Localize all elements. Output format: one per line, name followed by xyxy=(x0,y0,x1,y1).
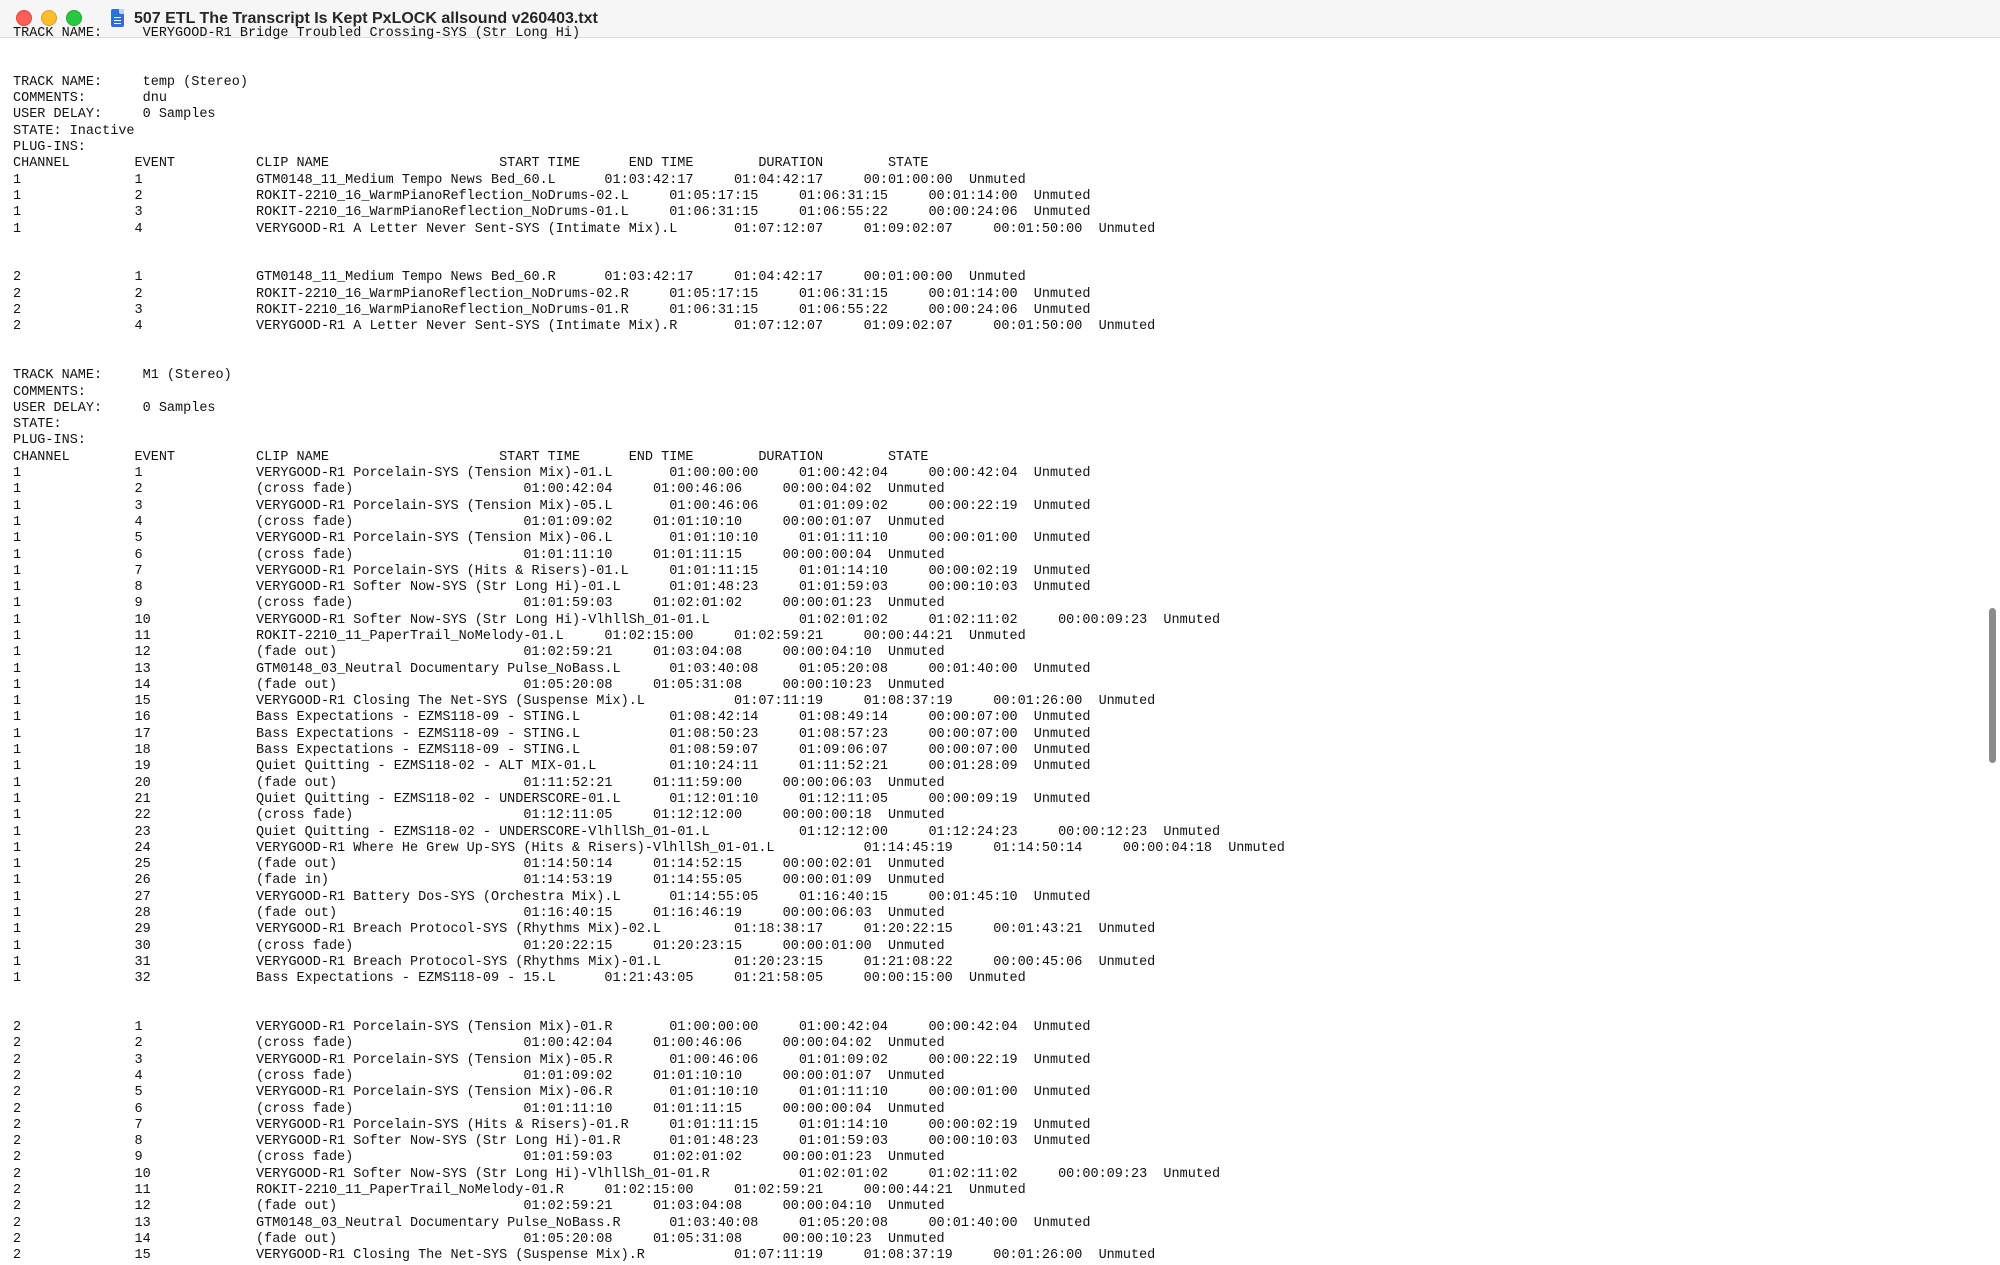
text-line: 2 15 VERYGOOD-R1 Closing The Net-SYS (Suspense Mix).R 01:07:11:19 01:08:37:19 00:01:26:00 Unmuted xyxy=(13,1248,1156,1264)
text-line: 1 18 Bass Expectations - EZMS118-09 - STING.L 01:08:59:07 01:09:06:07 00:00:07:00 Unmuted xyxy=(13,743,1091,759)
text-line: CHANNEL EVENT CLIP NAME START TIME END TIME DURATION STATE xyxy=(13,449,929,465)
text-line: 1 12 (fade out) 01:02:59:21 01:03:04:08 00:00:04:10 Unmuted xyxy=(13,645,945,661)
text-line: 1 30 (cross fade) 01:20:22:15 01:20:23:15 00:00:01:00 Unmuted xyxy=(13,938,945,954)
text-line: 1 11 ROKIT-2210_11_PaperTrail_NoMelody-01.L 01:02:15:00 01:02:59:21 00:00:44:21 Unmuted xyxy=(13,628,1026,644)
text-line: COMMENTS: dnu xyxy=(13,91,167,107)
text-line: PLUG-INS: xyxy=(13,140,86,156)
minimize-window-button[interactable] xyxy=(41,10,57,26)
text-line: 1 1 VERYGOOD-R1 Porcelain-SYS (Tension Mix)-01.L 01:00:00:00 01:00:42:04 00:00:42:04 Unmuted xyxy=(13,466,1091,482)
text-line: 1 6 (cross fade) 01:01:11:10 01:01:11:15 00:00:00:04 Unmuted xyxy=(13,547,945,563)
text-line: 2 13 GTM0148_03_Neutral Documentary Pulse_NoBass.R 01:03:40:08 01:05:20:08 00:01:40:00 Unmuted xyxy=(13,1215,1091,1231)
text-line: 1 9 (cross fade) 01:01:59:03 01:02:01:02 00:00:01:23 Unmuted xyxy=(13,596,945,612)
text-line: 2 5 VERYGOOD-R1 Porcelain-SYS (Tension Mix)-06.R 01:01:10:10 01:01:11:10 00:00:01:00 Unmuted xyxy=(13,1085,1091,1101)
text-line: 1 32 Bass Expectations - EZMS118-09 - 15.L 01:21:43:05 01:21:58:05 00:00:15:00 Unmuted xyxy=(13,971,1026,987)
text-line: 2 2 ROKIT-2210_16_WarmPianoReflection_NoDrums-02.R 01:05:17:15 01:06:31:15 00:01:14:00 Unmuted xyxy=(13,286,1091,302)
text-line: STATE: Inactive xyxy=(13,123,135,139)
text-line: 2 8 VERYGOOD-R1 Softer Now-SYS (Str Long Hi)-01.R 01:01:48:23 01:01:59:03 00:00:10:03 Unmuted xyxy=(13,1134,1091,1150)
zoom-window-button[interactable] xyxy=(66,10,82,26)
text-line: 1 2 ROKIT-2210_16_WarmPianoReflection_NoDrums-02.L 01:05:17:15 01:06:31:15 00:01:14:00 Unmuted xyxy=(13,188,1091,204)
text-line: 1 15 VERYGOOD-R1 Closing The Net-SYS (Suspense Mix).L 01:07:11:19 01:08:37:19 00:01:26:00 Unmuted xyxy=(13,694,1156,710)
text-line: 1 14 (fade out) 01:05:20:08 01:05:31:08 00:00:10:23 Unmuted xyxy=(13,677,945,693)
text-line: 2 9 (cross fade) 01:01:59:03 01:02:01:02 00:00:01:23 Unmuted xyxy=(13,1150,945,1166)
text-line xyxy=(13,238,1285,254)
window-title: 507 ETL The Transcript Is Kept PxLOCK allsound v260403.txt xyxy=(134,10,598,27)
text-line: 1 16 Bass Expectations - EZMS118-09 - STING.L 01:08:42:14 01:08:49:14 00:00:07:00 Unmuted xyxy=(13,710,1091,726)
text-line: 1 27 VERYGOOD-R1 Battery Dos-SYS (Orchestra Mix).L 01:14:55:05 01:16:40:15 00:01:45:10 Unmuted xyxy=(13,889,1091,905)
text-line: 2 4 VERYGOOD-R1 A Letter Never Sent-SYS (Intimate Mix).R 01:07:12:07 01:09:02:07 00:01:50:00 Unmuted xyxy=(13,319,1156,335)
vertical-scrollbar[interactable] xyxy=(1984,38,2000,1250)
text-line: 1 28 (fade out) 01:16:40:15 01:16:46:19 00:00:06:03 Unmuted xyxy=(13,906,945,922)
text-line: 2 1 GTM0148_11_Medium Tempo News Bed_60.R 01:03:42:17 01:04:42:17 00:01:00:00 Unmuted xyxy=(13,270,1026,286)
text-line: 1 8 VERYGOOD-R1 Softer Now-SYS (Str Long Hi)-01.L 01:01:48:23 01:01:59:03 00:00:10:03 Unmuted xyxy=(13,580,1091,596)
text-line: 1 20 (fade out) 01:11:52:21 01:11:59:00 00:00:06:03 Unmuted xyxy=(13,775,945,791)
text-line: 2 7 VERYGOOD-R1 Porcelain-SYS (Hits & Risers)-01.R 01:01:11:15 01:01:14:10 00:00:02:19 Unmuted xyxy=(13,1117,1091,1133)
text-line: USER DELAY: 0 Samples xyxy=(13,400,216,416)
text-line: 1 3 ROKIT-2210_16_WarmPianoReflection_NoDrums-01.L 01:06:31:15 01:06:55:22 00:00:24:06 Unmuted xyxy=(13,205,1091,221)
text-line: 1 4 VERYGOOD-R1 A Letter Never Sent-SYS (Intimate Mix).L 01:07:12:07 01:09:02:07 00:01:50:00 Unmuted xyxy=(13,221,1156,237)
text-line: 1 25 (fade out) 01:14:50:14 01:14:52:15 00:00:02:01 Unmuted xyxy=(13,857,945,873)
text-line: 1 13 GTM0148_03_Neutral Documentary Pulse_NoBass.L 01:03:40:08 01:05:20:08 00:01:40:00 Unmuted xyxy=(13,661,1091,677)
text-line: 2 6 (cross fade) 01:01:11:10 01:01:11:15 00:00:00:04 Unmuted xyxy=(13,1101,945,1117)
text-line: TRACK NAME: M1 (Stereo) xyxy=(13,368,232,384)
text-line: TRACK NAME: VERYGOOD-R1 Bridge Troubled Crossing-SYS (Str Long Hi) xyxy=(13,26,581,41)
document-lines xyxy=(13,26,1285,1265)
text-line: 2 10 VERYGOOD-R1 Softer Now-SYS (Str Long Hi)-VlhllSh_01-01.R 01:02:01:02 01:02:11:02 00:00:09:23 Unmuted xyxy=(13,1166,1221,1182)
close-window-button[interactable] xyxy=(16,10,32,26)
text-line: 1 17 Bass Expectations - EZMS118-09 - STING.L 01:08:50:23 01:08:57:23 00:00:07:00 Unmuted xyxy=(13,726,1091,742)
text-line: COMMENTS: xyxy=(13,384,86,400)
text-line: 1 1 GTM0148_11_Medium Tempo News Bed_60.L 01:03:42:17 01:04:42:17 00:01:00:00 Unmuted xyxy=(13,172,1026,188)
text-line: 1 29 VERYGOOD-R1 Breach Protocol-SYS (Rhythms Mix)-02.L 01:18:38:17 01:20:22:15 00:01:43:21 Unmuted xyxy=(13,922,1156,938)
text-line: 2 3 VERYGOOD-R1 Porcelain-SYS (Tension Mix)-05.R 01:00:46:06 01:01:09:02 00:00:22:19 Unmuted xyxy=(13,1052,1091,1068)
text-line: USER DELAY: 0 Samples xyxy=(13,107,216,123)
text-line: STATE: xyxy=(13,417,62,433)
text-line xyxy=(13,352,1285,368)
text-line xyxy=(13,254,1285,270)
text-line: 1 23 Quiet Quitting - EZMS118-02 - UNDERSCORE-VlhllSh_01-01.L 01:12:12:00 01:12:24:23 00:00:12:23 Unmuted xyxy=(13,824,1221,840)
text-line: 1 24 VERYGOOD-R1 Where He Grew Up-SYS (Hits & Risers)-VlhllSh_01-01.L 01:14:45:19 01:14:50:14 00:00:04:18 Unmuted xyxy=(13,840,1285,856)
text-line: PLUG-INS: xyxy=(13,433,86,449)
text-line: 2 14 (fade out) 01:05:20:08 01:05:31:08 00:00:10:23 Unmuted xyxy=(13,1231,945,1247)
text-line: CHANNEL EVENT CLIP NAME START TIME END TIME DURATION STATE xyxy=(13,156,929,172)
text-line: 1 10 VERYGOOD-R1 Softer Now-SYS (Str Long Hi)-VlhllSh_01-01.L 01:02:01:02 01:02:11:02 00:00:09:23 Unmuted xyxy=(13,612,1221,628)
text-line: 2 2 (cross fade) 01:00:42:04 01:00:46:06 00:00:04:02 Unmuted xyxy=(13,1036,945,1052)
text-line: 1 19 Quiet Quitting - EZMS118-02 - ALT MIX-01.L 01:10:24:11 01:11:52:21 00:01:28:09 Unmuted xyxy=(13,759,1091,775)
text-line: 1 5 VERYGOOD-R1 Porcelain-SYS (Tension Mix)-06.L 01:01:10:10 01:01:11:10 00:00:01:00 Unmuted xyxy=(13,531,1091,547)
text-line: 1 26 (fade in) 01:14:53:19 01:14:55:05 00:00:01:09 Unmuted xyxy=(13,873,945,889)
text-line xyxy=(13,42,1285,58)
text-line: 1 31 VERYGOOD-R1 Breach Protocol-SYS (Rhythms Mix)-01.L 01:20:23:15 01:21:08:22 00:00:45:06 Unmuted xyxy=(13,954,1156,970)
document-text-area[interactable] xyxy=(0,26,1984,1264)
document-icon xyxy=(111,9,124,27)
text-line: 1 7 VERYGOOD-R1 Porcelain-SYS (Hits & Risers)-01.L 01:01:11:15 01:01:14:10 00:00:02:19 Unmuted xyxy=(13,563,1091,579)
text-line xyxy=(13,1004,1285,1020)
text-line: 2 3 ROKIT-2210_16_WarmPianoReflection_NoDrums-01.R 01:06:31:15 01:06:55:22 00:00:24:06 Unmuted xyxy=(13,303,1091,319)
text-line: TRACK NAME: temp (Stereo) xyxy=(13,74,248,90)
text-line xyxy=(13,988,1285,1004)
text-line: 1 2 (cross fade) 01:00:42:04 01:00:46:06 00:00:04:02 Unmuted xyxy=(13,482,945,498)
text-line: 1 22 (cross fade) 01:12:11:05 01:12:12:00 00:00:00:18 Unmuted xyxy=(13,808,945,824)
text-line: 1 21 Quiet Quitting - EZMS118-02 - UNDERSCORE-01.L 01:12:01:10 01:12:11:05 00:00:09:19 Unmuted xyxy=(13,791,1091,807)
text-line xyxy=(13,59,1285,75)
text-line: 2 1 VERYGOOD-R1 Porcelain-SYS (Tension Mix)-01.R 01:00:00:00 01:00:42:04 00:00:42:04 Unmuted xyxy=(13,1020,1091,1036)
text-line xyxy=(13,336,1285,352)
text-line: 1 4 (cross fade) 01:01:09:02 01:01:10:10 00:00:01:07 Unmuted xyxy=(13,514,945,530)
text-line: 2 11 ROKIT-2210_11_PaperTrail_NoMelody-01.R 01:02:15:00 01:02:59:21 00:00:44:21 Unmuted xyxy=(13,1183,1026,1199)
scroll-thumb[interactable] xyxy=(1989,608,1996,763)
text-line: 2 12 (fade out) 01:02:59:21 01:03:04:08 00:00:04:10 Unmuted xyxy=(13,1199,945,1215)
text-line: 1 3 VERYGOOD-R1 Porcelain-SYS (Tension Mix)-05.L 01:00:46:06 01:01:09:02 00:00:22:19 Unmuted xyxy=(13,498,1091,514)
text-line: 2 4 (cross fade) 01:01:09:02 01:01:10:10 00:00:01:07 Unmuted xyxy=(13,1069,945,1084)
